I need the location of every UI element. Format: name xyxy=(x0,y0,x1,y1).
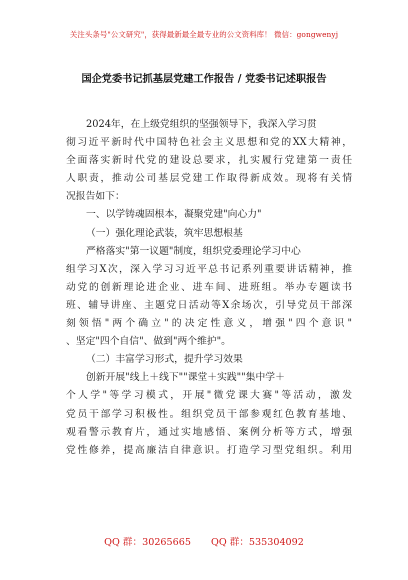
subsection-heading: （二）丰富学习形式，提升学习效果 xyxy=(86,354,243,366)
paragraph-line: 全面落实新时代党的建设总要求，扎实履行党建第一责任 xyxy=(66,155,352,167)
paragraph-line: 观看警示教育片，通过实地感悟、案例分析等方式，增强 xyxy=(66,426,352,438)
footer-qq-group-2: QQ 群：535304092 xyxy=(210,537,304,548)
paragraph-line: 刻领悟"两个确立"的决定性意义，增强"四个意识" xyxy=(66,318,352,330)
paragraph-line: 创新开展"线上＋线下""课堂＋实践""集中学＋ xyxy=(86,372,285,384)
paragraph-line: 严格落实"第一议题"制度，组织党委理论学习中心 xyxy=(86,245,301,257)
paragraph-line: 班、辅导讲座、主题党日活动等X余场次，引导党员干部深 xyxy=(66,299,352,311)
document-body xyxy=(66,116,352,460)
paragraph-line: 党员干部学习积极性。组织党员干部参观红色教育基地、 xyxy=(66,408,352,420)
paragraph-line: 人职责，推动公司基层党建工作取得新成效。现将有关情 xyxy=(66,173,352,185)
paragraph-line: 彻习近平新时代中国特色社会主义思想和党的XX大精神， xyxy=(66,137,352,149)
paragraph-line: 动党的创新理论进企业、进车间、进班组。举办专题读书 xyxy=(66,281,352,293)
header-banner: 关注头条号"公文研究"，获得最新最全最专业的公文资料库！ 微信：gongwenyj xyxy=(69,30,339,39)
footer-qq-group-1: QQ 群：30265665 xyxy=(104,537,191,548)
paragraph-line: 党性修养，提高廉洁自律意识。打造学习型党组织。利用 xyxy=(66,444,352,456)
paragraph-line: 组学习X次，深入学习习近平总书记系列重要讲话精神，推 xyxy=(66,263,352,275)
paragraph-line: 个人学"等学习模式，开展"微党课大赛"等活动，激发 xyxy=(66,390,352,402)
paragraph-line: 、坚定"四个自信"、做到"两个维护"。 xyxy=(66,336,231,348)
paragraph-line: 况报告如下： xyxy=(66,191,125,203)
document-title: 国企党委书记抓基层党建工作报告 / 党委书记述职报告 xyxy=(81,74,327,85)
subsection-heading: （一）强化理论武装，筑牢思想根基 xyxy=(86,227,243,239)
paragraph-line: 2024年，在上级党组织的坚强领导下，我深入学习贯 xyxy=(86,119,317,130)
footer-contact xyxy=(0,534,408,548)
section-heading: 一、以学铸魂固根本，凝聚党建"向心力" xyxy=(86,209,262,221)
